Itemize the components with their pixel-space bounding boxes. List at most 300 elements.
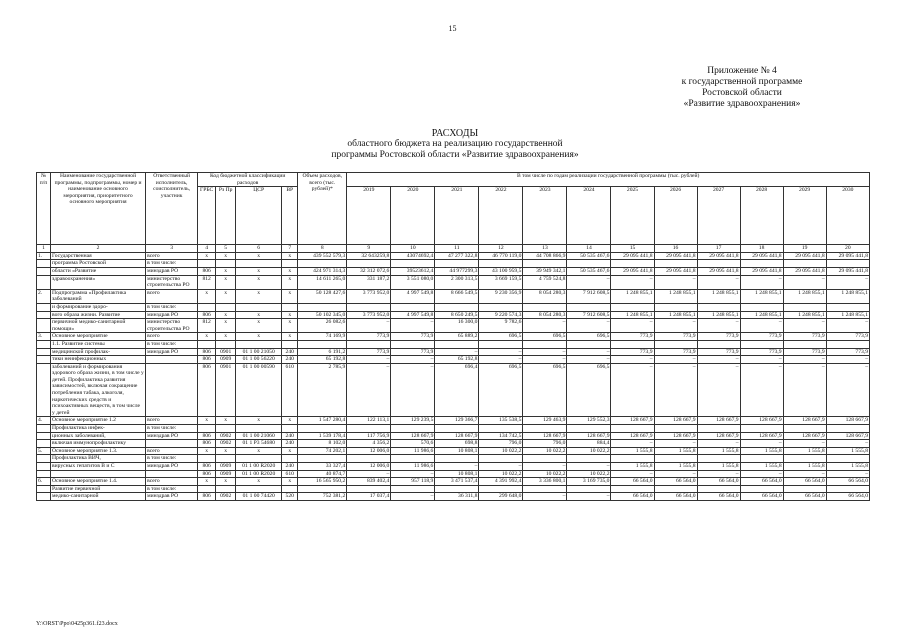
table-cell: 773,9 <box>347 333 391 341</box>
table-cell <box>37 440 51 448</box>
table-cell: – <box>697 363 740 417</box>
table-cell: 29 095 441,8 <box>654 267 697 275</box>
table-cell: 3 773 952,0 <box>347 311 391 319</box>
table-cell: 128 667,9 <box>697 417 740 425</box>
table-cell: 806 <box>198 363 216 417</box>
table-cell <box>523 340 567 348</box>
table-cell: 773,9 <box>347 348 391 356</box>
table-cell <box>198 260 216 268</box>
table-cell: 10 022,2 <box>523 470 567 478</box>
table-cell <box>567 340 611 348</box>
table-cell: 4 997 549,8 <box>391 289 435 303</box>
table-row <box>37 432 870 440</box>
table-cell: 1 248 855,1 <box>826 289 869 303</box>
table-cell: в том числе: <box>146 485 198 493</box>
table-cell: 46 770 119,0 <box>479 252 523 260</box>
table-cell: 128 667,9 <box>567 432 611 440</box>
table-cell: 11 986,6 <box>391 463 435 471</box>
header-year: 2022 <box>479 187 523 245</box>
table-cell: 74 169,9 <box>298 333 347 341</box>
table-cell: 01 1 00 56220 <box>236 356 282 364</box>
table-cell: 812 <box>198 319 216 333</box>
table-cell: x <box>198 478 216 486</box>
table-cell: 135 538,5 <box>479 417 523 425</box>
table-cell: – <box>654 275 697 289</box>
table-cell: 806 <box>198 356 216 364</box>
table-cell: 773,9 <box>740 333 783 341</box>
table-cell: – <box>567 493 611 501</box>
table-cell <box>216 425 236 433</box>
table-row <box>37 340 870 348</box>
table-cell: 0902 <box>216 440 236 448</box>
table-cell <box>740 455 783 463</box>
column-number: 7 <box>282 245 298 253</box>
table-cell <box>282 260 298 268</box>
table-cell: 29 095 441,8 <box>611 252 654 260</box>
table-cell <box>37 303 51 311</box>
table-cell: 01 1 00 R2020 <box>236 463 282 471</box>
table-cell: 66 564,0 <box>611 493 654 501</box>
column-number: 10 <box>391 245 435 253</box>
table-cell <box>391 260 435 268</box>
table-cell: 3 551 080,0 <box>391 275 435 289</box>
table-cell <box>282 303 298 311</box>
table-cell: – <box>826 363 869 417</box>
table-cell: x <box>216 267 236 275</box>
table-cell: 10 022,2 <box>567 447 611 455</box>
column-number: 15 <box>611 245 654 253</box>
table-cell: 0909 <box>216 463 236 471</box>
table-cell: 66 564,0 <box>697 478 740 486</box>
table-cell: всего <box>146 333 198 341</box>
table-row <box>37 348 870 356</box>
table-cell: 10 808,1 <box>435 470 479 478</box>
table-cell: x <box>216 252 236 260</box>
table-cell: 66 564,0 <box>697 493 740 501</box>
table-cell <box>435 260 479 268</box>
table-cell: 0902 <box>216 493 236 501</box>
table-cell <box>611 485 654 493</box>
table-cell: 01 1 Р3 54680 <box>236 440 282 448</box>
table-cell: – <box>697 319 740 333</box>
table-cell: 1 248 855,1 <box>654 289 697 303</box>
table-cell: 128 667,9 <box>523 432 567 440</box>
table-row <box>37 356 870 364</box>
table-cell: x <box>282 417 298 425</box>
table-cell: 773,9 <box>697 333 740 341</box>
table-cell: включая иммунопрофилактику <box>51 440 146 448</box>
table-cell <box>523 260 567 268</box>
table-row <box>37 252 870 260</box>
table-cell: программа Ростовской <box>51 260 146 268</box>
table-cell: – <box>611 470 654 478</box>
table-cell: 610 <box>282 470 298 478</box>
table-cell: – <box>435 463 479 471</box>
table-cell: x <box>282 319 298 333</box>
column-number: 5 <box>216 245 236 253</box>
table-cell <box>216 485 236 493</box>
table-cell: x <box>282 333 298 341</box>
table-cell: 66 564,0 <box>611 478 654 486</box>
table-cell: 806 <box>198 267 216 275</box>
table-cell: Профилактика инфек- <box>51 425 146 433</box>
table-cell: 773,9 <box>826 348 869 356</box>
table-cell: x <box>282 478 298 486</box>
table-cell: 134 742,5 <box>479 432 523 440</box>
table-cell <box>216 303 236 311</box>
document-title <box>250 128 660 161</box>
header-year: 2019 <box>347 187 391 245</box>
appendix-line: «Развитие здравоохранения» <box>683 99 801 109</box>
table-cell <box>523 425 567 433</box>
table-cell: 01 1 00 21050 <box>236 348 282 356</box>
table-cell: 50 102 345,0 <box>298 311 347 319</box>
table-cell <box>146 356 198 364</box>
table-cell: x <box>236 275 282 289</box>
table-cell: 5. <box>37 447 51 455</box>
table-cell: 1. <box>37 252 51 260</box>
header-executor: Ответственный исполнитель, соисполнитель, участник <box>146 173 198 245</box>
table-cell <box>479 485 523 493</box>
table-cell <box>435 455 479 463</box>
table-cell: Подпрограмма «Профилактика заболеваний <box>51 289 146 303</box>
table-cell: x <box>198 333 216 341</box>
table-cell: 773,9 <box>783 348 826 356</box>
table-cell: x <box>282 252 298 260</box>
table-cell: 957 118,9 <box>391 478 435 486</box>
table-cell <box>391 303 435 311</box>
table-cell: 128 667,9 <box>435 432 479 440</box>
table-cell: 806 <box>198 311 216 319</box>
table-cell: 17 037,4 <box>347 493 391 501</box>
table-cell: 14 611 265,0 <box>298 275 347 289</box>
table-cell <box>146 363 198 417</box>
table-cell: 128 667,9 <box>740 417 783 425</box>
table-cell: 129 366,7 <box>435 417 479 425</box>
table-cell <box>37 340 51 348</box>
table-cell: Развитие первичной <box>51 485 146 493</box>
table-cell <box>37 455 51 463</box>
page-number: 15 <box>448 24 457 33</box>
table-cell: 128 667,9 <box>826 432 869 440</box>
table-cell: – <box>611 275 654 289</box>
header-name: Наименование государственной программы, подпрограммы, номер и наименование основного мероприятия, приоритетного основного мероприятия <box>51 173 146 245</box>
table-cell: 240 <box>282 463 298 471</box>
header-year: 2027 <box>697 187 740 245</box>
table-cell: 32 312 072,6 <box>347 267 391 275</box>
column-number: 4 <box>198 245 216 253</box>
table-cell: 128 667,9 <box>740 432 783 440</box>
table-cell: 128 667,9 <box>697 432 740 440</box>
column-number: 11 <box>435 245 479 253</box>
table-cell <box>216 340 236 348</box>
table-cell: 7 912 608,5 <box>567 289 611 303</box>
table-cell: x <box>282 275 298 289</box>
table-cell <box>697 425 740 433</box>
table-cell: 796,0 <box>523 440 567 448</box>
table-cell: 8 054 280,3 <box>523 289 567 303</box>
table-cell <box>37 470 51 478</box>
table-cell: – <box>347 363 391 417</box>
table-cell: 1 555,8 <box>654 447 697 455</box>
table-cell <box>37 425 51 433</box>
table-cell: – <box>740 275 783 289</box>
table-cell: 1 248 855,1 <box>740 311 783 319</box>
table-cell <box>236 425 282 433</box>
table-cell: 1 248 855,1 <box>611 289 654 303</box>
table-cell: – <box>697 470 740 478</box>
table-cell: x <box>198 289 216 303</box>
table-cell: 806 <box>198 348 216 356</box>
table-cell: x <box>236 267 282 275</box>
table-cell: 4 759 524,8 <box>523 275 567 289</box>
table-cell: министерство строительства РО <box>146 275 198 289</box>
table-cell: Основное мероприятие 1.2 <box>51 417 146 425</box>
table-cell: 1 248 855,1 <box>783 311 826 319</box>
table-cell: 44 977299,3 <box>435 267 479 275</box>
table-cell: – <box>740 363 783 417</box>
table-cell: – <box>523 319 567 333</box>
table-cell: x <box>216 447 236 455</box>
table-cell: x <box>236 311 282 319</box>
table-cell: и формирование здоро- <box>51 303 146 311</box>
table-cell: x <box>282 447 298 455</box>
column-number: 16 <box>654 245 697 253</box>
table-cell: 796,0 <box>479 440 523 448</box>
table-cell <box>347 455 391 463</box>
header-code: Рз Пр <box>216 187 236 245</box>
table-cell: – <box>783 470 826 478</box>
table-cell: 773,9 <box>391 333 435 341</box>
table-row <box>37 447 870 455</box>
table-cell: 696,5 <box>523 333 567 341</box>
table-cell: – <box>611 319 654 333</box>
table-cell: 6. <box>37 478 51 486</box>
table-cell: 773,9 <box>654 348 697 356</box>
table-cell <box>611 455 654 463</box>
table-cell <box>567 485 611 493</box>
table-row <box>37 363 870 417</box>
table-cell: в том числе: <box>146 425 198 433</box>
table-cell <box>783 340 826 348</box>
table-cell: – <box>783 440 826 448</box>
header-num: № п/п <box>37 173 51 245</box>
table-cell: 520 <box>282 493 298 501</box>
title-line: программы Ростовской области «Развитие здравоохранения» <box>331 150 579 160</box>
table-cell <box>236 455 282 463</box>
table-cell <box>611 260 654 268</box>
table-row <box>37 478 870 486</box>
table-cell: 74 202,1 <box>298 447 347 455</box>
table-cell: 128 667,9 <box>611 432 654 440</box>
table-cell: – <box>479 356 523 364</box>
table-cell: 698,8 <box>435 440 479 448</box>
table-cell: 8 666 549,5 <box>435 289 479 303</box>
table-cell: 50 535 467,6 <box>567 252 611 260</box>
table-cell: x <box>236 478 282 486</box>
table-cell: 812 <box>198 275 216 289</box>
table-cell <box>298 303 347 311</box>
table-cell: 9 220 574,3 <box>479 311 523 319</box>
table-cell <box>567 303 611 311</box>
table-cell: x <box>236 289 282 303</box>
table-cell: в том числе: <box>146 455 198 463</box>
table-cell: 696,5 <box>479 363 523 417</box>
table-cell <box>826 485 869 493</box>
table-cell: 1 555,8 <box>654 463 697 471</box>
table-cell <box>567 425 611 433</box>
table-cell <box>236 260 282 268</box>
column-number: 17 <box>697 245 740 253</box>
table-cell: 884,4 <box>567 440 611 448</box>
table-cell: ционных заболеваний, <box>51 432 146 440</box>
table-cell: – <box>347 319 391 333</box>
table-cell: 3 336 800,1 <box>523 478 567 486</box>
table-cell: 1 248 855,1 <box>697 311 740 319</box>
table-cell <box>740 485 783 493</box>
table-cell <box>783 485 826 493</box>
table-cell: – <box>523 493 567 501</box>
table-cell: – <box>391 470 435 478</box>
table-cell <box>697 340 740 348</box>
table-cell: 3 169 735,0 <box>567 478 611 486</box>
table-cell: – <box>783 275 826 289</box>
table-cell <box>236 485 282 493</box>
header-code: ЦСР <box>236 187 282 245</box>
table-cell <box>391 425 435 433</box>
table-cell: – <box>391 356 435 364</box>
table-cell: – <box>611 440 654 448</box>
table-cell: 0901 <box>216 363 236 417</box>
table-cell <box>654 485 697 493</box>
table-cell <box>826 425 869 433</box>
table-cell: 40 874,7 <box>298 470 347 478</box>
table-cell: 43074692,4 <box>391 252 435 260</box>
table-cell <box>347 425 391 433</box>
table-cell: – <box>611 363 654 417</box>
table-cell: 1 539 178,4 <box>298 432 347 440</box>
table-cell: медицинской профилак- <box>51 348 146 356</box>
table-cell: 1 248 855,1 <box>826 311 869 319</box>
appendix-line: Приложение № 4 <box>707 66 777 76</box>
table-row <box>37 463 870 471</box>
table-cell: – <box>654 363 697 417</box>
table-cell <box>37 260 51 268</box>
table-cell: Профилактика ВИЧ, <box>51 455 146 463</box>
table-cell <box>282 425 298 433</box>
table-cell <box>435 303 479 311</box>
table-cell: 128 667,9 <box>783 432 826 440</box>
table-cell: 1 248 855,1 <box>654 311 697 319</box>
table-cell: министерство строительства РО <box>146 319 198 333</box>
table-cell: 122 113,1 <box>347 417 391 425</box>
table-cell: 01 1 00 R2020 <box>236 470 282 478</box>
table-row <box>37 333 870 341</box>
table-cell <box>435 340 479 348</box>
table-cell: 0901 <box>216 348 236 356</box>
table-cell: 773,9 <box>740 348 783 356</box>
table-cell: x <box>216 478 236 486</box>
table-cell <box>37 311 51 319</box>
table-cell <box>567 260 611 268</box>
table-cell: – <box>740 356 783 364</box>
table-cell <box>391 455 435 463</box>
table-cell: – <box>479 348 523 356</box>
table-cell <box>740 303 783 311</box>
header-volume: Объем расходов, всего (тыс. рублей)* <box>298 173 347 245</box>
table-cell: 66 564,0 <box>826 493 869 501</box>
table-cell <box>783 425 826 433</box>
table-cell: 1 248 855,1 <box>611 311 654 319</box>
table-cell <box>298 425 347 433</box>
table-cell <box>697 303 740 311</box>
header-code: ГРБС <box>198 187 216 245</box>
table-cell: – <box>654 356 697 364</box>
table-cell: 773,9 <box>783 333 826 341</box>
column-number: 8 <box>298 245 347 253</box>
table-cell: 439 552 579,3 <box>298 252 347 260</box>
table-cell: 47 277 322,8 <box>435 252 479 260</box>
table-cell: 29 095 441,8 <box>697 252 740 260</box>
title-heading: РАСХОДЫ <box>431 128 479 139</box>
table-cell <box>654 425 697 433</box>
table-cell: 128 667,9 <box>654 432 697 440</box>
table-cell: 10 022,2 <box>479 447 523 455</box>
table-cell: 839 402,4 <box>347 478 391 486</box>
table-cell: x <box>282 311 298 319</box>
table-cell: 4 356,2 <box>347 440 391 448</box>
table-cell: 10 022,2 <box>567 470 611 478</box>
table-cell <box>654 260 697 268</box>
table-cell <box>51 470 146 478</box>
table-cell <box>479 340 523 348</box>
table-cell <box>298 455 347 463</box>
table-cell: 10 022,2 <box>523 447 567 455</box>
expenses-table <box>36 172 870 501</box>
table-cell: 12 006,0 <box>347 463 391 471</box>
column-number: 13 <box>523 245 567 253</box>
table-cell: 32 643259,8 <box>347 252 391 260</box>
column-number: 12 <box>479 245 523 253</box>
table-cell: x <box>216 289 236 303</box>
table-cell <box>611 303 654 311</box>
table-cell: 610 <box>282 363 298 417</box>
table-cell <box>198 485 216 493</box>
table-row <box>37 417 870 425</box>
table-cell: x <box>198 252 216 260</box>
table-cell: 8 054 280,3 <box>523 311 567 319</box>
table-cell: 752 381,2 <box>298 493 347 501</box>
table-cell: здравоохранения» <box>51 275 146 289</box>
table-cell <box>298 260 347 268</box>
table-cell: 2 300 313,5 <box>435 275 479 289</box>
table-cell: – <box>826 275 869 289</box>
table-cell: – <box>740 470 783 478</box>
table-cell: 1 555,8 <box>740 463 783 471</box>
table-cell: – <box>826 356 869 364</box>
table-cell <box>783 260 826 268</box>
table-row <box>37 275 870 289</box>
table-cell <box>435 425 479 433</box>
column-number: 2 <box>51 245 146 253</box>
table-cell <box>523 455 567 463</box>
table-cell <box>37 356 51 364</box>
table-cell: – <box>826 319 869 333</box>
table-row <box>37 267 870 275</box>
table-cell: 36 311,8 <box>435 493 479 501</box>
table-cell <box>654 455 697 463</box>
table-cell: – <box>697 356 740 364</box>
